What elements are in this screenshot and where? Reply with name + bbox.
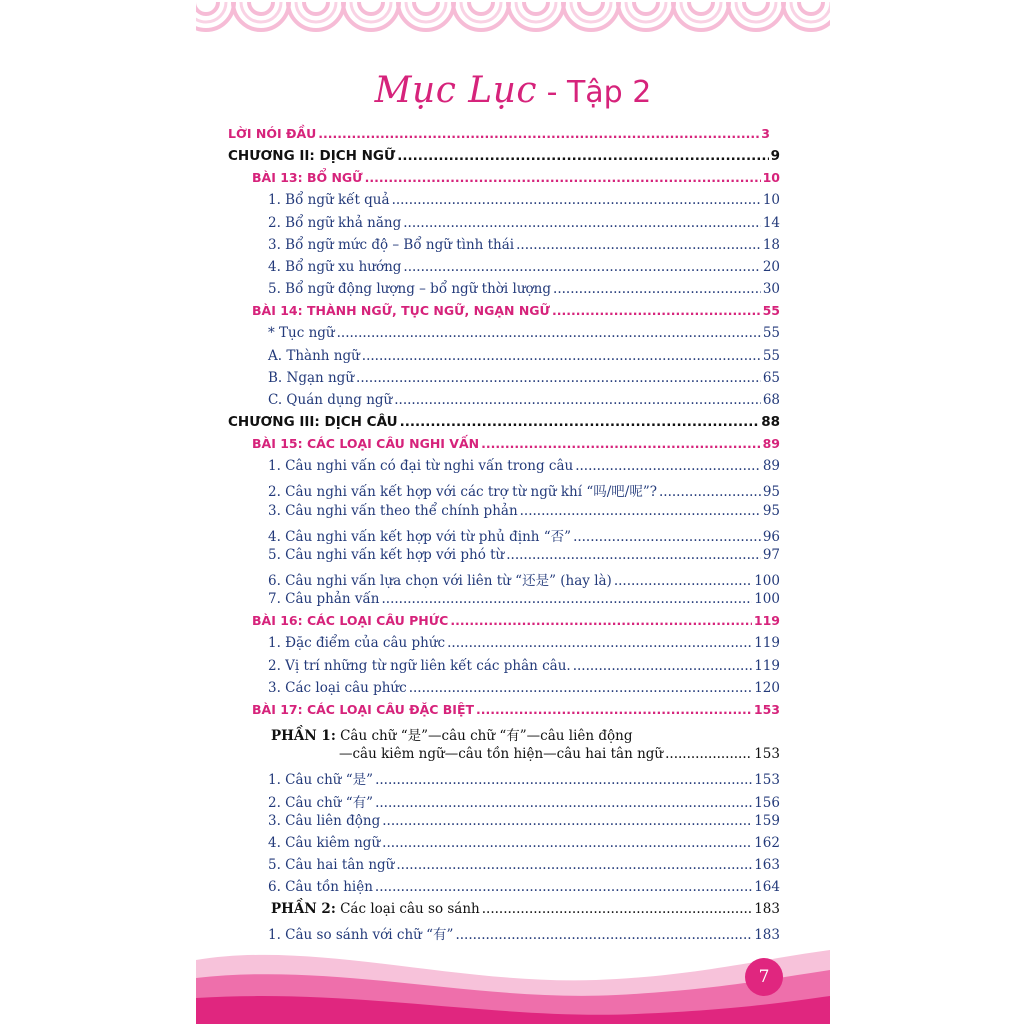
toc-page-number: 156 xyxy=(754,794,780,811)
toc-entry-title: 5. Câu hai tân ngữ xyxy=(268,856,395,873)
toc-entry[interactable] xyxy=(196,192,830,214)
toc-entry[interactable] xyxy=(196,436,830,458)
toc-entry-title: 5. Bổ ngữ động lượng – bổ ngữ thời lượng xyxy=(268,281,552,298)
toc-entry[interactable] xyxy=(196,746,830,768)
dot-leader xyxy=(356,370,761,386)
dot-leader xyxy=(394,392,761,408)
page-number-badge: 7 xyxy=(745,958,783,996)
toc-entry[interactable] xyxy=(196,215,830,237)
toc-entry[interactable] xyxy=(196,635,830,657)
toc-entry-title: BÀI 15: CÁC LOẠI CÂU NGHI VẤN xyxy=(252,436,480,452)
dot-leader xyxy=(337,325,761,341)
toc-page-number: 55 xyxy=(762,325,780,342)
toc-entry[interactable] xyxy=(196,658,830,680)
toc-entry[interactable] xyxy=(196,148,830,170)
toc-page-number: 14 xyxy=(762,214,780,231)
toc-page-number: 68 xyxy=(762,391,780,408)
dot-leader xyxy=(665,746,752,762)
toc-entry[interactable] xyxy=(196,414,830,436)
toc-entry[interactable] xyxy=(196,857,830,879)
toc-page-number: 100 xyxy=(754,573,780,589)
toc-page-number: 119 xyxy=(754,657,780,674)
toc-entry[interactable] xyxy=(196,724,830,746)
toc-entry-title: BÀI 17: CÁC LOẠI CÂU ĐẶC BIỆT xyxy=(252,701,475,717)
toc-entry[interactable] xyxy=(196,126,830,148)
toc-page-number: 153 xyxy=(754,746,780,763)
toc-entry-title: 1. Đặc điểm của câu phức xyxy=(268,635,446,652)
book-page xyxy=(196,0,830,1024)
toc-entry-title: 5. Câu nghi vấn kết hợp với phó từ xyxy=(268,546,505,563)
dot-leader xyxy=(397,148,768,164)
toc-part-label: PHẦN 2: xyxy=(271,901,336,918)
toc-entry-title: BÀI 13: BỔ NGỮ xyxy=(252,170,363,186)
dot-leader xyxy=(375,795,752,811)
toc-page-number: 55 xyxy=(762,347,780,364)
toc-entry-title: 3. Các loại câu phức xyxy=(268,679,407,696)
toc-part-text: Các loại câu so sánh xyxy=(335,901,480,918)
toc-entry-title: 6. Câu nghi vấn lựa chọn với liên từ “还是” (hay là) xyxy=(268,573,612,589)
toc-page-number: 89 xyxy=(762,436,780,452)
toc-entry[interactable] xyxy=(196,370,830,392)
toc-page-number: 153 xyxy=(754,772,780,789)
toc-entry[interactable] xyxy=(196,170,830,192)
toc-entry[interactable] xyxy=(196,702,830,724)
toc-page-number: 9 xyxy=(770,148,780,165)
toc-entry[interactable] xyxy=(196,879,830,901)
toc-entry-title: 4. Câu kiêm ngữ xyxy=(268,834,381,851)
toc-entry[interactable] xyxy=(196,525,830,547)
toc-entry-title: 6. Câu tồn hiện xyxy=(268,879,373,896)
dot-leader xyxy=(520,503,761,519)
toc-entry-title: BÀI 14: THÀNH NGỮ, TỤC NGỮ, NGẠN NGỮ xyxy=(252,303,550,319)
toc-entry[interactable] xyxy=(196,237,830,259)
toc-entry[interactable] xyxy=(196,835,830,857)
toc-page-number: 95 xyxy=(762,484,780,501)
toc-entry-title: 7. Câu phản vấn xyxy=(268,591,380,608)
toc-entry-title: 2. Câu nghi vấn kết hợp với các trợ từ ngữ khí “吗/吧/呢”? xyxy=(268,484,657,501)
title-suffix: - Tập 2 xyxy=(537,75,652,110)
toc-page-number: 18 xyxy=(762,236,780,253)
toc-entry[interactable] xyxy=(196,503,830,525)
toc-page-number: 183 xyxy=(754,927,780,944)
toc-entry-title: 2. Vị trí những từ ngữ liên kết các phân câu. xyxy=(268,657,571,674)
toc-page-number: 55 xyxy=(762,303,780,319)
toc-entry-title: * Tục ngữ xyxy=(268,325,335,342)
toc-entry-title: BÀI 16: CÁC LOẠI CÂU PHỨC xyxy=(252,613,449,629)
dot-leader xyxy=(614,573,752,589)
toc-entry[interactable] xyxy=(196,303,830,325)
dot-leader xyxy=(362,348,761,364)
dot-leader xyxy=(409,680,753,696)
toc-page-number: 20 xyxy=(762,258,780,275)
toc-page-number: 65 xyxy=(762,369,780,386)
toc-entry[interactable] xyxy=(196,281,830,303)
toc-entry[interactable] xyxy=(196,680,830,702)
toc-entry[interactable] xyxy=(196,791,830,813)
toc-entry[interactable] xyxy=(196,613,830,635)
toc-entry[interactable] xyxy=(196,547,830,569)
toc-entry[interactable] xyxy=(196,348,830,370)
toc-entry-title: 3. Câu liên động xyxy=(268,812,381,829)
toc-entry[interactable] xyxy=(196,813,830,835)
dot-leader xyxy=(516,237,761,253)
dot-leader xyxy=(552,303,761,318)
dot-leader xyxy=(382,591,753,607)
toc-page-number: 100 xyxy=(754,591,780,608)
bottom-wave-decoration xyxy=(196,940,830,1024)
toc-page-number: 30 xyxy=(762,281,780,298)
toc-entry[interactable] xyxy=(196,480,830,502)
toc-page-number: 162 xyxy=(754,834,780,851)
toc-entry[interactable] xyxy=(196,259,830,281)
title-script: Mục Lục xyxy=(374,70,538,111)
toc-entry[interactable] xyxy=(196,458,830,480)
toc-page-number: 159 xyxy=(754,812,780,829)
toc-page-number: 10 xyxy=(762,192,780,209)
toc-entry-title: 4. Câu nghi vấn kết hợp với từ phủ định “否” xyxy=(268,528,572,545)
dot-leader xyxy=(375,772,752,788)
toc-entry-title: CHƯƠNG III: DỊCH CÂU xyxy=(228,413,398,430)
dot-leader xyxy=(573,658,753,674)
toc-entry-title: 3. Bổ ngữ mức độ – Bổ ngữ tình thái xyxy=(268,236,515,253)
toc-page-number: 10 xyxy=(762,170,780,186)
toc-page-number: 96 xyxy=(762,528,780,545)
toc-entry-title: CHƯƠNG II: DỊCH NGỮ xyxy=(228,148,396,165)
dot-leader xyxy=(447,635,752,651)
toc-entry-title: B. Ngạn ngữ xyxy=(268,369,355,386)
toc-entry-title: LỜI NÓI ĐẦU xyxy=(228,126,317,141)
toc-page-number: 183 xyxy=(754,901,780,918)
dot-leader xyxy=(575,458,761,474)
toc-page-number: 89 xyxy=(762,458,780,475)
toc-page-number: 95 xyxy=(762,502,780,519)
toc-entry[interactable] xyxy=(196,569,830,591)
dot-leader xyxy=(365,170,761,185)
toc-page-number: 119 xyxy=(754,635,780,652)
dot-leader xyxy=(382,813,752,829)
toc-page-number: 164 xyxy=(754,879,780,896)
dot-leader xyxy=(392,192,761,208)
toc-entry[interactable] xyxy=(196,392,830,414)
dot-leader xyxy=(400,414,760,430)
toc-entry-title xyxy=(271,901,480,917)
dot-leader xyxy=(659,484,761,500)
dot-leader xyxy=(403,215,761,231)
dot-leader xyxy=(476,702,752,717)
toc-entry-title: 1. Câu so sánh với chữ “有” xyxy=(268,927,454,944)
toc-entry[interactable] xyxy=(196,768,830,790)
dot-leader xyxy=(375,879,752,895)
dot-leader xyxy=(382,835,752,851)
toc-entry-title: 1. Câu nghi vấn có đại từ nghi vấn trong câu xyxy=(268,458,574,475)
toc-entry-title: 1. Câu chữ “是” xyxy=(268,772,374,789)
toc-entry-title: 1. Bổ ngữ kết quả xyxy=(268,192,390,209)
dot-leader xyxy=(482,901,752,917)
toc-entry-title: 2. Bổ ngữ khả năng xyxy=(268,214,402,231)
toc-page-number: 97 xyxy=(762,546,780,563)
dot-leader xyxy=(481,436,760,451)
toc-entry-title: C. Quán dụng ngữ xyxy=(268,391,393,408)
toc-page-number: 119 xyxy=(753,613,780,629)
toc-entry-title: A. Thành ngữ xyxy=(268,347,360,364)
toc-part-text: Câu chữ “是”—câu chữ “有”—câu liên động xyxy=(335,728,633,745)
toc-entry-title: —câu kiêm ngữ—câu tồn hiện—câu hai tân ngữ xyxy=(339,746,664,763)
toc-entry-title: 2. Câu chữ “有” xyxy=(268,794,374,811)
toc-entry-title xyxy=(271,724,632,744)
dot-leader xyxy=(403,259,760,275)
dot-leader xyxy=(506,547,761,563)
table-of-contents xyxy=(196,0,830,1024)
toc-entry-title: 4. Bổ ngữ xu hướng xyxy=(268,258,402,275)
toc-part-label: PHẦN 1: xyxy=(271,728,336,745)
toc-page-number: 88 xyxy=(761,413,780,430)
toc-entry[interactable] xyxy=(196,901,830,923)
toc-entry[interactable] xyxy=(196,591,830,613)
toc-page-number: 120 xyxy=(754,679,780,696)
toc-page-number: 153 xyxy=(753,701,780,717)
toc-entry[interactable] xyxy=(196,325,830,347)
dot-leader xyxy=(396,857,752,873)
dot-leader xyxy=(573,529,761,545)
toc-page-number: 163 xyxy=(754,856,780,873)
toc-entry-title: 3. Câu nghi vấn theo thể chính phản xyxy=(268,502,518,519)
toc-page-number: 3 xyxy=(761,126,770,141)
dot-leader xyxy=(318,126,759,141)
dot-leader xyxy=(553,281,761,297)
dot-leader xyxy=(450,613,752,628)
